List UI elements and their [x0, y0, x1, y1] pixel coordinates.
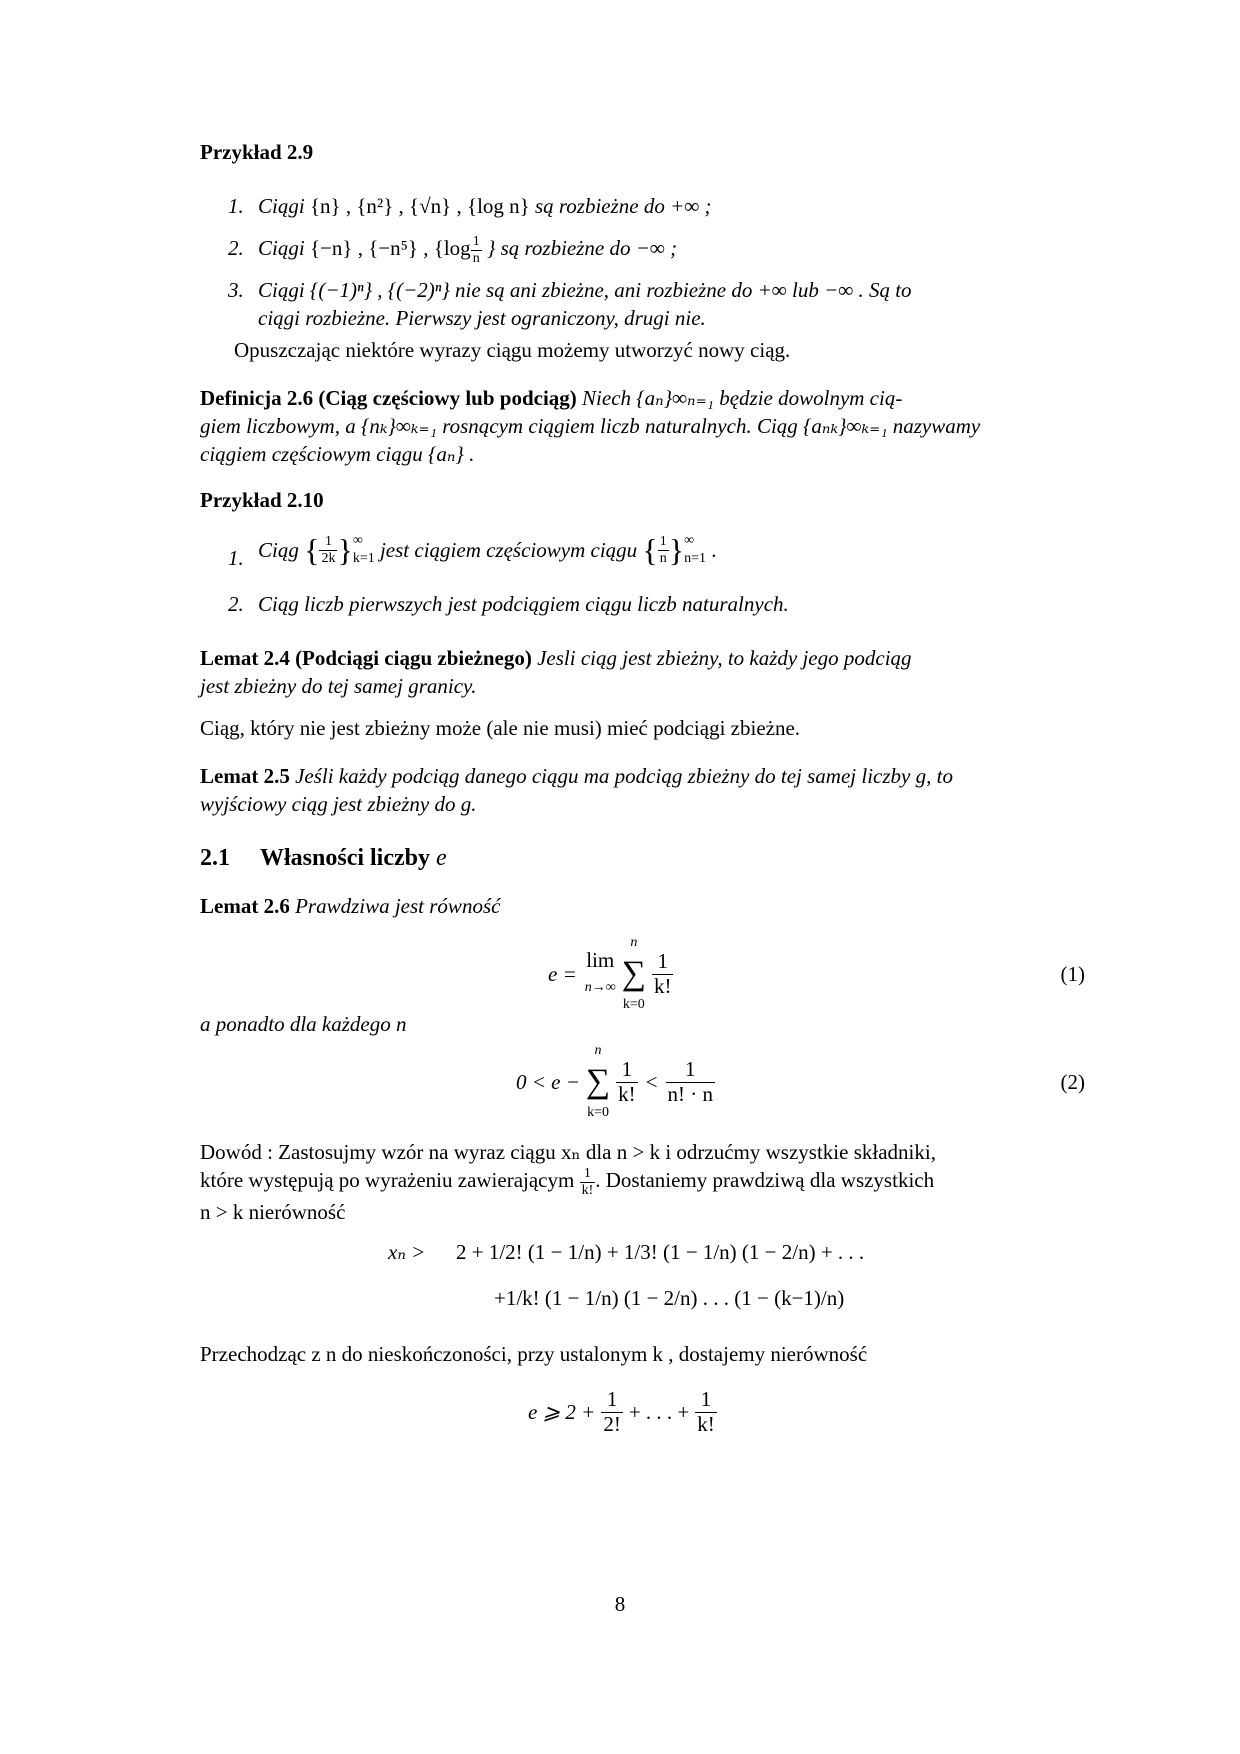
definition-2-6	[200, 384, 1085, 468]
paragraph: a ponadto dla każdego n	[200, 1012, 407, 1036]
definition-text: Niech {aₙ}∞ₙ₌₁ będzie dowolnym cią-	[582, 386, 903, 410]
equation-lhs: e =	[548, 962, 577, 986]
denominator: n	[659, 550, 667, 566]
lim-text: lim	[586, 948, 615, 972]
lemma-line: wyjściowy ciąg jest zbieżny do g.	[200, 792, 477, 816]
denominator: n	[472, 250, 480, 266]
item-math: {n} , {n²} , {√n} , {log n}	[309, 194, 530, 218]
lemma-text: Jeśli każdy podciąg danego ciągu ma podciąg zbieżny do tej samej liczby g, to	[295, 764, 953, 788]
equation-body	[548, 932, 673, 1016]
sum-lower: k=0	[622, 997, 645, 1012]
lower-limit: k=1	[352, 551, 375, 566]
inequality-row: 2 + 1/2! (1 − 1/n) + 1/3! (1 − 1/n) (1 − 2/n) + . . .	[456, 1240, 865, 1264]
item-text-b: } są rozbieżne do −∞ ;	[486, 236, 678, 260]
definition-line: giem liczbowym, a {nₖ}∞ₖ₌₁ rosnącym ciągiem liczb naturalnych. Ciąg {aₙₖ}∞ₖ₌₁ nazywamy	[200, 414, 981, 438]
fraction	[580, 1166, 596, 1198]
section-variable: e	[436, 845, 447, 871]
numerator: 1	[695, 1388, 717, 1412]
fraction	[666, 1058, 716, 1105]
lemma-2-4	[200, 644, 1085, 700]
definition-label: Definicja 2.6 (Ciąg częściowy lub podciąg)	[200, 386, 577, 410]
period: .	[711, 538, 717, 562]
denominator: k!	[697, 1411, 715, 1436]
lower-limit: n=1	[684, 551, 707, 566]
lemma-text: Jesli ciąg jest zbieżny, to każdy jego podciąg	[537, 646, 912, 670]
lemma-line	[200, 762, 1085, 790]
fraction	[652, 950, 674, 997]
ellipsis-sum: + . . . +	[628, 1400, 690, 1424]
denominator: n! · n	[667, 1081, 714, 1106]
sum-lower: k=0	[587, 1105, 609, 1120]
equation-1	[200, 932, 1085, 1016]
numerator: 1	[472, 234, 480, 250]
denominator: k!	[581, 1182, 594, 1198]
definition-line	[200, 384, 1085, 412]
item-text	[258, 276, 1085, 332]
section-number: 2.1	[200, 845, 230, 871]
example-2-9-title: Przykład 2.9	[200, 140, 314, 164]
lim-subscript: n→∞	[584, 980, 616, 995]
section-title: Własności liczby	[260, 845, 431, 871]
limits	[353, 532, 375, 568]
item-number: 1.	[228, 546, 244, 570]
equation-number: (2)	[1060, 1070, 1085, 1094]
lemma-line: jest zbieżny do tej samej granicy.	[200, 674, 477, 698]
proof-line: Dowód : Zastosujmy wzór na wyraz ciągu xₙ dla n > k i odrzućmy wszystkie składniki,	[200, 1140, 936, 1164]
lemma-2-5	[200, 762, 1085, 818]
sum-operator	[622, 929, 646, 1019]
proof-text-b: . Dostaniemy prawdziwą dla wszystkich	[595, 1168, 935, 1192]
left-brace: {	[304, 532, 320, 568]
proof-line: n > k nierówność	[200, 1200, 346, 1225]
numerator: 1	[666, 1058, 716, 1082]
item-text	[258, 234, 1085, 266]
inequality-row: +1/k! (1 − 1/n) (1 − 2/n) . . . (1 − (k−1)/n)	[494, 1286, 845, 1310]
denominator: 2k	[321, 550, 336, 566]
page-number: 8	[614, 1592, 626, 1616]
denominator: 2!	[603, 1411, 621, 1436]
fraction	[471, 234, 482, 266]
item-number: 3.	[228, 278, 244, 302]
right-brace: }	[337, 532, 353, 568]
equation-number: (1)	[1060, 962, 1085, 986]
limits	[684, 532, 706, 568]
paragraph: Przechodząc z n do nieskończoności, przy ustalonym k , dostajemy nierówność	[200, 1342, 868, 1366]
limit-operator	[585, 946, 616, 1002]
numerator: 1	[659, 534, 667, 550]
upper-limit: ∞	[684, 533, 695, 548]
example-2-10-title: Przykład 2.10	[200, 488, 324, 512]
item-text	[258, 532, 1085, 568]
item-text-a: Ciągi	[258, 194, 305, 218]
final-inequality	[200, 1382, 1085, 1442]
definition-line: ciągiem częściowym ciągu {aₙ} .	[200, 442, 475, 466]
numerator: 1	[652, 950, 674, 974]
item-text	[258, 192, 1085, 220]
left-brace: {	[642, 532, 658, 568]
item-text: Ciąg liczb pierwszych jest podciągiem ciągu liczb naturalnych.	[258, 592, 789, 616]
fraction	[616, 1058, 638, 1105]
numerator: 1	[580, 1166, 596, 1182]
item-text-a: Ciągi	[258, 236, 305, 260]
item-text-b: jest ciągiem częściowym ciągu	[379, 538, 638, 562]
lemma-label: Lemat 2.4 (Podciągi ciągu zbieżnego)	[200, 646, 532, 670]
item-line: ciągi rozbieżne. Pierwszy jest ograniczony, drugi nie.	[258, 306, 706, 330]
paragraph: Ciąg, który nie jest zbieżny może (ale nie musi) mieć podciągi zbieżne.	[200, 716, 801, 740]
item-text-b: są rozbieżne do +∞ ;	[534, 194, 712, 218]
item-text-a: Ciąg	[258, 538, 299, 562]
lemma-label: Lemat 2.6	[200, 894, 290, 918]
proof-text-a: które występują po wyrażeniu zawierającym	[200, 1168, 575, 1192]
denominator: k!	[618, 1081, 636, 1106]
sigma-icon: ∑	[585, 1063, 611, 1100]
numerator: 1	[601, 1388, 623, 1412]
fraction	[319, 534, 337, 566]
lemma-2-6	[200, 892, 500, 920]
equation-lhs: e ⩾ 2 +	[528, 1400, 596, 1424]
sigma-icon: ∑	[621, 955, 646, 992]
item-number: 2.	[228, 592, 244, 616]
lemma-line	[200, 644, 1085, 672]
equation-lhs: 0 < e −	[516, 1070, 580, 1094]
proof-line	[200, 1166, 1085, 1198]
right-brace: }	[668, 532, 685, 568]
less-than: <	[645, 1070, 658, 1094]
list-item	[228, 532, 1085, 582]
item-math: {−n} , {−n⁵} , {log	[309, 236, 471, 260]
sum-upper: n	[630, 935, 638, 950]
numerator: 1	[616, 1058, 638, 1082]
inequality-display	[200, 1230, 1085, 1330]
equation-2	[200, 1040, 1085, 1124]
numerator: 1	[319, 534, 337, 550]
fraction	[601, 1388, 623, 1435]
fraction	[695, 1388, 717, 1435]
inequality-lhs: xₙ >	[388, 1240, 426, 1264]
sum-upper: n	[594, 1043, 602, 1058]
denominator: k!	[653, 973, 672, 998]
paragraph: Opuszczając niektóre wyrazy ciągu możemy utworzyć nowy ciąg.	[234, 338, 791, 362]
proof	[200, 1138, 1085, 1226]
upper-limit: ∞	[352, 533, 363, 548]
equation-body	[516, 1040, 715, 1124]
item-line: Ciągi {(−1)ⁿ} , {(−2)ⁿ} nie są ani zbieżne, ani rozbieżne do +∞ lub −∞ . Są to	[258, 278, 912, 302]
sum-operator	[586, 1037, 610, 1127]
item-number: 1.	[228, 194, 244, 218]
equation-body	[528, 1382, 717, 1442]
lemma-label: Lemat 2.5	[200, 764, 290, 788]
lemma-text: Prawdziwa jest równość	[295, 894, 501, 918]
section-heading	[200, 844, 447, 872]
fraction	[658, 534, 669, 566]
item-number: 2.	[228, 236, 244, 260]
